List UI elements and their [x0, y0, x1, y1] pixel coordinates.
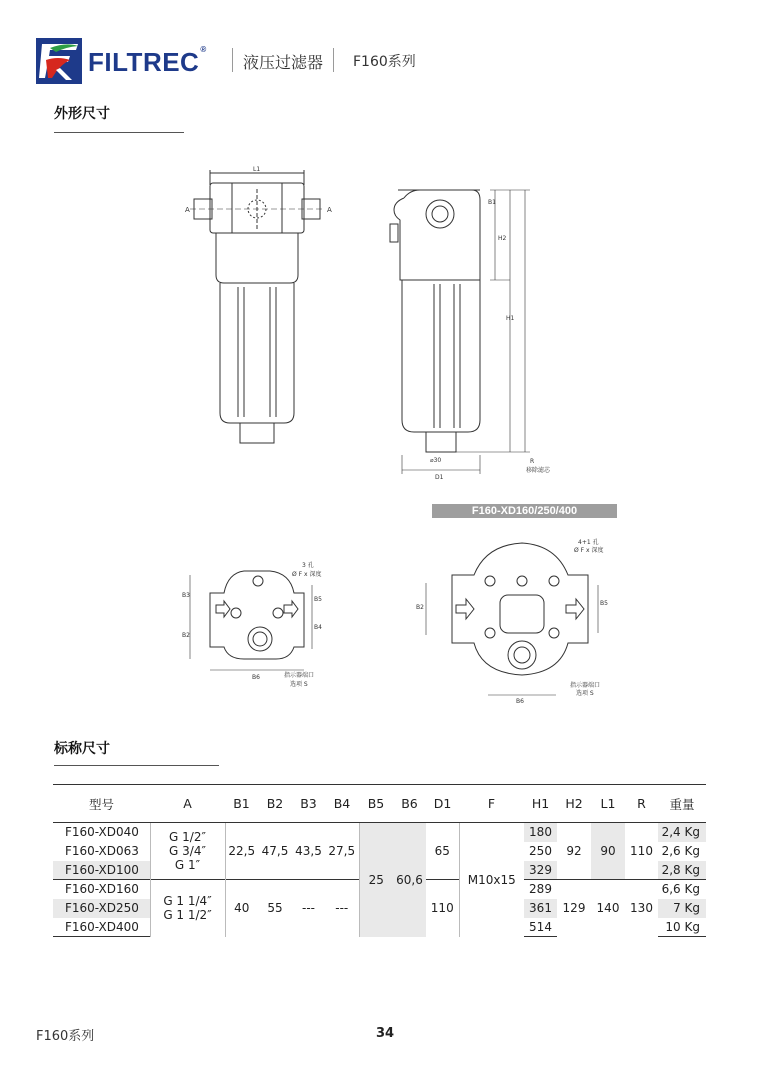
- drawing-top-view-large: [412, 535, 622, 710]
- cell-H1: 289: [524, 880, 557, 899]
- dim-label-R: R: [530, 458, 535, 465]
- col-header: B2: [258, 785, 292, 823]
- cell-model: F160-XD400: [53, 918, 150, 937]
- cell-B5: 25: [359, 823, 393, 937]
- filtrec-logo-icon: [36, 38, 82, 84]
- section-title-dimensions: 外形尺寸: [54, 106, 110, 122]
- cell-A: G 1/2″ G 3/4″ G 1″: [150, 823, 225, 880]
- col-header: B1: [225, 785, 258, 823]
- cell-B3: 43,5: [292, 823, 325, 880]
- col-header: R: [625, 785, 658, 823]
- cell-model: F160-XD100: [53, 861, 150, 880]
- page-number: 34: [376, 1026, 395, 1041]
- cell-D1: 65: [426, 823, 459, 880]
- cell-weight: 2,8 Kg: [658, 861, 706, 880]
- header-tagline: 液压过滤器: [243, 53, 324, 72]
- cell-L1: 90: [591, 823, 625, 880]
- cell-model: F160-XD063: [65, 844, 139, 858]
- cell-H1: 180: [524, 823, 557, 842]
- dim-label-H1: H1: [506, 315, 515, 322]
- dim-label-B3: B3: [182, 592, 190, 599]
- label-remove-element: 移除滤芯: [526, 467, 551, 474]
- page-header: [36, 38, 736, 84]
- dim-label-B5: B5: [600, 600, 608, 607]
- label-holes: 4+1 孔: [578, 539, 599, 546]
- dim-label-B6: B6: [252, 674, 260, 681]
- drawing-front-view: [180, 165, 340, 450]
- header-divider: [333, 48, 334, 72]
- col-header: F: [459, 785, 524, 823]
- cell-H2: 92: [557, 823, 591, 880]
- dim-label-B2: B2: [182, 632, 190, 639]
- cell-B2: 55: [258, 880, 292, 937]
- cell-R: 130: [625, 880, 658, 937]
- cell-D1: 110: [426, 880, 459, 937]
- dim-label-A: A: [327, 206, 332, 214]
- cell-H1: 361: [524, 899, 557, 918]
- cell-model: F160-XD040: [53, 823, 150, 842]
- cell-B1: 22,5: [225, 823, 258, 880]
- brand-name: FILTREC®: [88, 45, 207, 77]
- dim-label-dia30: ⌀30: [430, 457, 442, 464]
- cell-A: G 1 1/4″ G 1 1/2″: [150, 880, 225, 937]
- variant-badge: F160-XD160/250/400: [432, 504, 617, 518]
- cell-weight: 7 Kg: [658, 899, 706, 918]
- header-divider: [232, 48, 233, 72]
- dim-label-B6: B6: [516, 698, 524, 705]
- cell-weight: 6,6 Kg: [658, 880, 706, 899]
- col-header: L1: [591, 785, 625, 823]
- dim-label-B4: B4: [314, 624, 322, 631]
- cell-R: 110: [625, 823, 658, 880]
- col-header: A: [150, 785, 225, 823]
- cell-L1: 140: [591, 880, 625, 937]
- header-series: F160系列: [353, 54, 416, 70]
- cell-H2: 129: [557, 880, 591, 937]
- section-rule: [54, 765, 219, 766]
- label-thread-depth: Ø F x 深度: [292, 571, 322, 578]
- label-indicator-port: 指示器端口: [284, 672, 315, 679]
- cell-H1: 329: [524, 861, 557, 880]
- label-indicator-port: 指示器端口: [570, 682, 601, 689]
- col-header: B3: [292, 785, 325, 823]
- dim-label-A: A: [185, 206, 190, 214]
- dim-label-H2: H2: [498, 235, 507, 242]
- col-header: 重量: [658, 785, 706, 823]
- cell-B1: 40: [225, 880, 258, 937]
- cell-B2: 47,5: [258, 823, 292, 880]
- cell-model: F160-XD250: [53, 899, 150, 918]
- col-header: 型号: [53, 785, 150, 823]
- col-header: B4: [325, 785, 359, 823]
- cell-H1: 514: [524, 918, 557, 937]
- cell-weight: 2,6 Kg: [661, 844, 700, 858]
- table-row: [53, 823, 706, 842]
- drawing-top-view-small: [180, 555, 350, 690]
- col-header: D1: [426, 785, 459, 823]
- cell-weight: 10 Kg: [658, 918, 706, 937]
- section-rule: [54, 132, 184, 133]
- cell-B4: 27,5: [325, 823, 359, 880]
- cell-B3: ---: [292, 880, 325, 937]
- label-option-s: 选项 S: [290, 681, 308, 688]
- dim-label-D1: D1: [435, 474, 444, 480]
- cell-B6: 60,6: [393, 823, 426, 937]
- cell-F: M10x15: [459, 823, 524, 937]
- label-option-s: 选项 S: [576, 690, 594, 697]
- label-thread-depth: Ø F x 深度: [574, 547, 604, 554]
- cell-model: F160-XD160: [53, 880, 150, 899]
- dim-label-L1: L1: [253, 166, 261, 173]
- table-header-row: [53, 785, 706, 823]
- dim-label-B5: B5: [314, 596, 322, 603]
- col-header: B5: [359, 785, 393, 823]
- drawing-side-view: [380, 180, 580, 480]
- cell-B4: ---: [325, 880, 359, 937]
- section-title-nominal: 标称尺寸: [54, 741, 110, 757]
- nominal-dimensions-table: [53, 784, 706, 937]
- label-holes: 3 孔: [302, 562, 314, 569]
- col-header: B6: [393, 785, 426, 823]
- dim-label-B1: B1: [488, 199, 496, 206]
- cell-weight: 2,4 Kg: [658, 823, 706, 842]
- col-header: H1: [524, 785, 557, 823]
- dim-label-B2: B2: [416, 604, 424, 611]
- col-header: H2: [557, 785, 591, 823]
- cell-H1: 250: [529, 844, 552, 858]
- footer-series: F160系列: [36, 1029, 95, 1044]
